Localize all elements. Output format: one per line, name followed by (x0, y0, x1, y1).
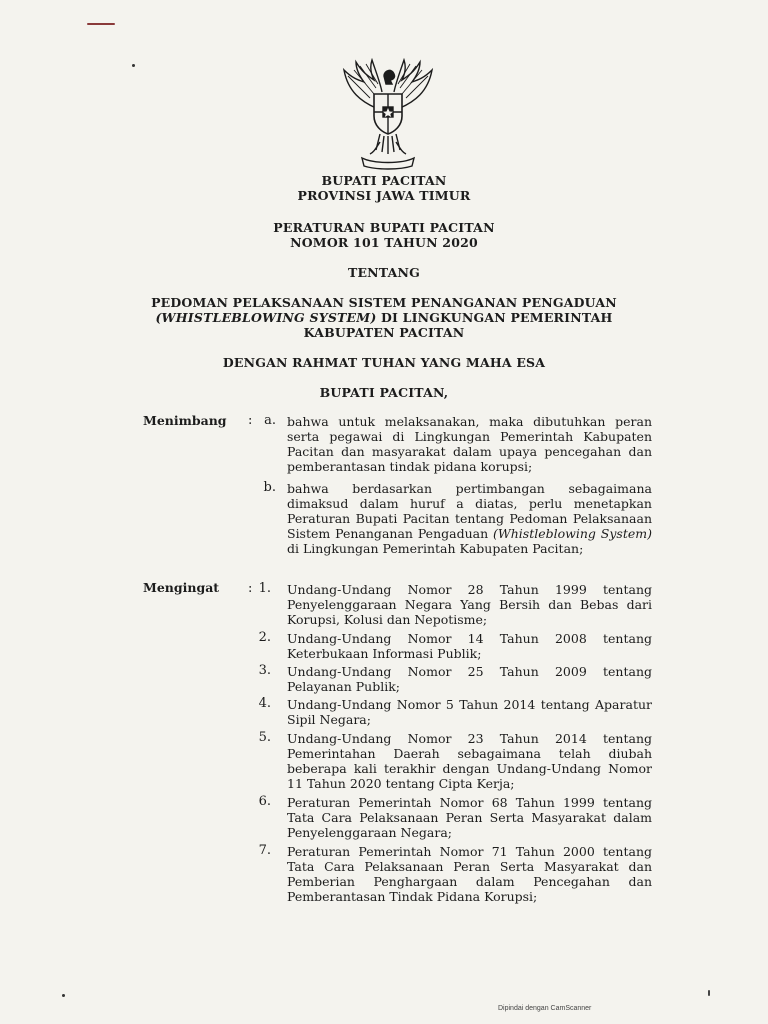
scan-speck (132, 64, 135, 67)
menimbang-marker-b: b. (263, 480, 276, 495)
garuda-emblem-icon (340, 58, 436, 170)
menimbang-item-b-text: bahwa berdasarkan pertimbangan sebagaimana dimaksud dalam huruf a diatas, perlu menetapkan Peraturan Bupati Pacitan tentang Pedoman Pelaksanaan Sistem Penanganan Pengaduan (287, 481, 652, 541)
mengingat-marker-3: 3. (258, 663, 271, 678)
subject-line-1: PEDOMAN PELAKSANAAN SISTEM PENANGANAN PENGADUAN (151, 295, 617, 310)
scan-mark (708, 990, 710, 996)
regulation-title: PERATURAN BUPATI PACITAN (273, 220, 495, 235)
scan-speck (62, 994, 65, 997)
menimbang-colon: : (248, 413, 253, 428)
issuer-line: BUPATI PACITAN, (319, 385, 449, 400)
subject-line-2-rest: DI LINGKUNGAN PEMERINTAH (376, 310, 613, 325)
blessing-line: DENGAN RAHMAT TUHAN YANG MAHA ESA (222, 355, 546, 370)
mengingat-marker-5: 5. (258, 730, 271, 745)
mengingat-item-4: Undang-Undang Nomor 5 Tahun 2014 tentang Aparatur Sipil Negara; (287, 697, 652, 727)
subject-line-2 (0, 310, 768, 325)
subject-line-3: KABUPATEN PACITAN (303, 325, 465, 340)
mengingat-marker-1: 1. (258, 581, 271, 596)
menimbang-item-b-rest: di Lingkungan Pemerintah Kabupaten Pacitan; (287, 541, 584, 556)
mengingat-item-1: Undang-Undang Nomor 28 Tahun 1999 tentang Penyelenggaraan Negara Yang Bersih dan Bebas dari Korupsi, Kolusi dan Nepotisme; (287, 582, 652, 627)
mengingat-marker-7: 7. (258, 843, 271, 858)
mengingat-colon: : (248, 581, 253, 596)
mengingat-marker-4: 4. (258, 696, 271, 711)
mengingat-item-7: Peraturan Pemerintah Nomor 71 Tahun 2000 tentang Tata Cara Pelaksanaan Peran Serta Masyarakat dan Pemberian Penghargaan dalam Pencegahan dan Pemberantasan Tindak Pidana Korupsi; (287, 844, 652, 904)
menimbang-marker-a: a. (264, 413, 276, 428)
mengingat-item-2: Undang-Undang Nomor 14 Tahun 2008 tentang Keterbukaan Informasi Publik; (287, 631, 652, 661)
mengingat-label: Mengingat (143, 580, 220, 595)
mengingat-item-3: Undang-Undang Nomor 25 Tahun 2009 tentang Pelayanan Publik; (287, 664, 652, 694)
menimbang-item-a: bahwa untuk melaksanakan, maka dibutuhkan peran serta pegawai di Lingkungan Pemerintah Kabupaten Pacitan dan masyarakat dalam upaya pencegahan dan pemberantasan tindak pidana korupsi; (287, 414, 652, 474)
scan-mark (87, 23, 115, 25)
mengingat-marker-6: 6. (258, 794, 271, 809)
mengingat-item-5: Undang-Undang Nomor 23 Tahun 2014 tentang Pemerintahan Daerah sebagaimana telah diubah beberapa kali terakhir dengan Undang-Undang Nomor 11 Tahun 2020 tentang Cipta Kerja; (287, 731, 652, 791)
mengingat-item-6: Peraturan Pemerintah Nomor 68 Tahun 1999 tentang Tata Cara Pelaksanaan Peran Serta Masyarakat dalam Penyelenggaraan Negara; (287, 795, 652, 840)
mengingat-marker-2: 2. (258, 630, 271, 645)
subject-italic: (WHISTLEBLOWING SYSTEM) (155, 310, 377, 325)
province-title: PROVINSI JAWA TIMUR (297, 188, 471, 203)
regulation-number: NOMOR 101 TAHUN 2020 (290, 235, 478, 250)
about-heading: TENTANG (347, 265, 421, 280)
menimbang-label: Menimbang (143, 413, 227, 428)
office-title: BUPATI PACITAN (321, 173, 447, 188)
menimbang-item-b (287, 481, 652, 556)
menimbang-item-b-italic: (Whistleblowing System) (493, 526, 652, 541)
scanner-watermark: Dipindai dengan CamScanner (498, 1005, 592, 1012)
